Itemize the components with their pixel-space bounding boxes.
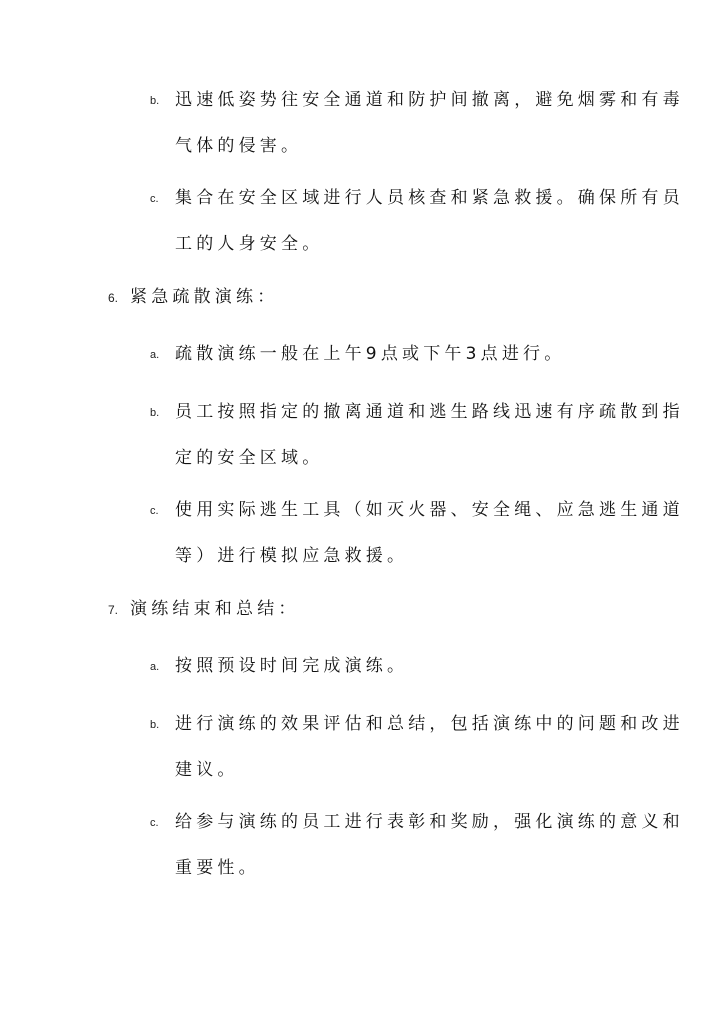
section-number: 6. bbox=[108, 291, 119, 305]
list-marker: a. bbox=[150, 661, 160, 673]
list-item-text: 进行演练的效果评估和总结，包括演练中的问题和改进 bbox=[175, 714, 684, 734]
list-marker: a. bbox=[150, 349, 160, 361]
list-item-text: 给参与演练的员工进行表彰和奖励，强化演练的意义和 bbox=[175, 812, 684, 832]
list-item-text: 迅速低姿势往安全通道和防护间撤离，避免烟雾和有毒 bbox=[175, 90, 684, 110]
list-item-text: 气体的侵害。 bbox=[175, 136, 303, 156]
list-item-text: 重要性。 bbox=[175, 858, 260, 878]
list-item-text: 使用实际逃生工具（如灭火器、安全绳、应急逃生通道 bbox=[175, 500, 684, 520]
list-marker: c. bbox=[150, 505, 159, 517]
list-item-text: 集合在安全区域进行人员核查和紧急救援。确保所有员 bbox=[175, 188, 684, 208]
section-number: 7. bbox=[108, 603, 119, 617]
list-item-text: 定的安全区域。 bbox=[175, 448, 324, 468]
list-item-text: 建议。 bbox=[175, 760, 239, 780]
section-heading: 演练结束和总结： bbox=[130, 599, 300, 619]
list-marker: b. bbox=[150, 95, 160, 107]
list-marker: c. bbox=[150, 817, 159, 829]
list-item-text: 等）进行模拟应急救援。 bbox=[175, 546, 409, 566]
list-item-text: 工的人身安全。 bbox=[175, 234, 324, 254]
list-marker: b. bbox=[150, 719, 160, 731]
section-heading: 紧急疏散演练： bbox=[130, 287, 279, 307]
list-marker: b. bbox=[150, 407, 160, 419]
list-item-text: 按照预设时间完成演练。 bbox=[175, 656, 409, 676]
list-marker: c. bbox=[150, 193, 159, 205]
list-item-text: 疏散演练一般在上午9点或下午3点进行。 bbox=[175, 344, 566, 364]
list-item-text: 员工按照指定的撤离通道和逃生路线迅速有序疏散到指 bbox=[175, 402, 684, 422]
